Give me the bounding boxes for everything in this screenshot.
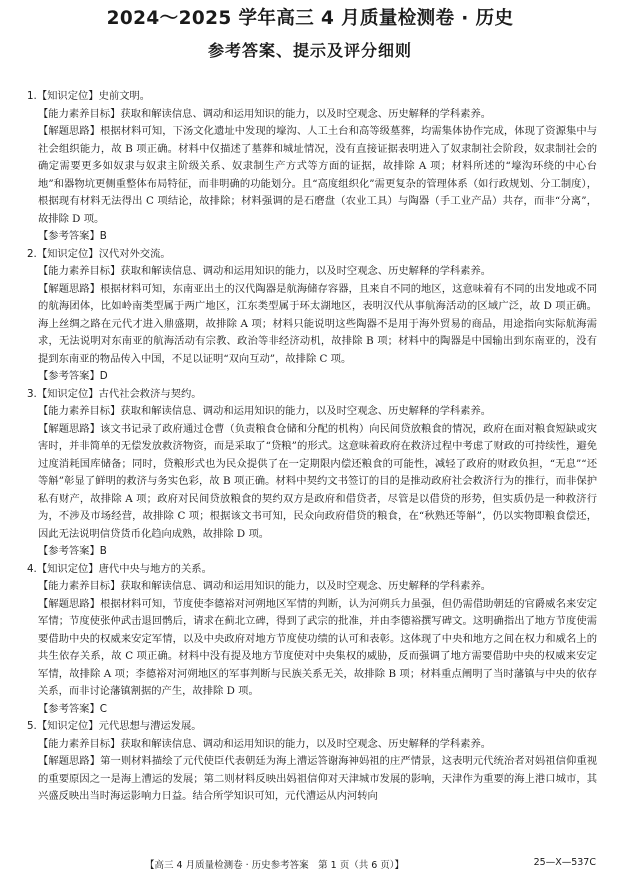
analysis-paragraph: 【解题思路】该文书记录了政府通过仓曹（负责粮食仓储和分配的机构）向民间贷放粮食的情况，政府在面对粮食短缺或灾害时，并非简单的无偿发放救济物资，而是采取了“贷粮”的形式。这意味着政府在救济过程中考虑了财政的可持续性，避免过度消耗国库储备；同时，贷粮形式也为民众提供了在一定期限内偿还粮食的可能性，减轻了政府的财政负担，“无息”“还等斛”彰显了鲜明的救济与务实色彩，故 B 项正确。材料中契约文书签订的目的是推动政府社会救济行为的推行，而非保护私有财产，故排除 A 项；政府对民间贷放粮食的契约双方是政府和借贷者，尽管是以借贷的形势，但实质仍是一种救济行为，不涉及市场经营，故排除 C 项；根据该文书可知，民众向政府借贷的粮食，在“秋熟还等斛”，仍以实物即粮食偿还，因此无法说明信贷货币化趋向成熟，故排除 D 项。 — [38, 422, 597, 540]
answer-line — [27, 701, 597, 719]
answer-label: 【参考答案】 — [38, 702, 100, 715]
answer-line — [27, 543, 597, 561]
answer-value: C — [99, 702, 107, 715]
question-block — [27, 718, 597, 806]
page-subtitle: 参考答案、提示及评分细则 — [207, 41, 412, 60]
page-title: 2024～2025 学年高三 4 月质量检测卷 · 历史 — [106, 8, 514, 29]
question-number: 4. — [27, 562, 37, 575]
knowledge-text: 【知识定位】汉代对外交流。 — [36, 247, 171, 260]
question-block — [27, 88, 597, 246]
answer-line — [27, 368, 597, 386]
question-block — [27, 561, 597, 719]
answer-line — [27, 228, 597, 246]
analysis-paragraph: 【解题思路】第一则材料描绘了元代使臣代表朝廷为海上漕运答谢海神妈祖的庄严情景，这表明元代统治者对妈祖信仰重视的重要原因之一是海上漕运的发展；第二则材料反映出妈祖信仰对天津城市发展的影响，天津作为重要的海上港口城市，其兴盛反映出当时海运影响力日益。结合所学知识可知，元代漕运从内河转向 — [38, 755, 597, 802]
question-number: 1. — [27, 90, 37, 102]
question-number: 3. — [27, 387, 37, 400]
knowledge-text: 【知识定位】史前文明。 — [36, 90, 151, 102]
question-number: 5. — [27, 720, 37, 732]
answer-value: B — [99, 230, 107, 242]
knowledge-line — [27, 246, 597, 264]
knowledge-text: 【知识定位】唐代中央与地方的关系。 — [36, 562, 212, 575]
analysis-paragraph: 【解题思路】根据材料可知，东南亚出土的汉代陶器是航海储存容器，且来自不同的地区，这意味着有不同的出发地或不同的航海团体，比如岭南类型属于两广地区，江东类型属于环太湖地区，表明汉代从事航海活动的区域广泛，故 D 项正确。海上丝绸之路在元代才进入鼎盛期，故排除 A 项；材料只能说明这些陶器不是用于海外贸易的商品，用途指向实际航海需求，无法说明对东南亚的航海活动有宗教、政治等非经济动机，故排除 B 项；材料中的陶器是中国输出到东南亚的，没有提到东南亚的物品传入中国，不足以证明“双向互动”，故排除 C 项。 — [38, 282, 597, 365]
page-footer — [0, 857, 620, 875]
analysis-paragraph: 【解题思路】根据材料可知，下汤文化遗址中发现的壕沟、人工土台和高等级墓葬，均需集体协作完成，体现了资源集中与社会组织能力，故 B 项正确。材料中仅描述了墓葬和城址情况，没有直接证据表明进入了奴隶制社会阶段，奴隶制社会的确定需要更多如奴隶与奴隶主阶级关系、奴隶制生产方式等方面的证据，故排除 A 项；材料所述的“壕沟环绕的中心台地”和器物坑更侧重整体布局特征，而非明确的功能划分。且“高度组织化”需更复杂的管理体系（如行政规划、分工制度），根据现有材料无法得出 C 项结论，故排除；材料强调的是石磨盘（农业工具）与陶器（手工业产品）共存，而非“分离”，故排除 D 项。 — [38, 125, 597, 225]
ability-paragraph: 【能力素养目标】获取和解读信息、调动和运用知识的能力，以及时空观念、历史解释的学科素养。 — [38, 405, 492, 417]
knowledge-line — [27, 718, 597, 736]
knowledge-line — [27, 88, 597, 106]
question-number: 2. — [27, 247, 37, 260]
knowledge-text: 【知识定位】元代思想与漕运发展。 — [36, 720, 202, 732]
question-block — [27, 386, 597, 561]
knowledge-text: 【知识定位】古代社会救济与契约。 — [36, 387, 202, 400]
question-block — [27, 246, 597, 386]
answer-content — [27, 88, 597, 806]
ability-paragraph: 【能力素养目标】获取和解读信息、调动和运用知识的能力，以及时空观念、历史解释的学科素养。 — [38, 265, 492, 277]
answer-value: B — [99, 545, 107, 557]
answer-label: 【参考答案】 — [38, 370, 100, 382]
ability-paragraph: 【能力素养目标】获取和解读信息、调动和运用知识的能力，以及时空观念、历史解释的学科素养。 — [38, 580, 492, 592]
ability-paragraph: 【能力素养目标】获取和解读信息、调动和运用知识的能力，以及时空观念、历史解释的学科素养。 — [38, 737, 492, 750]
knowledge-line — [27, 561, 597, 579]
knowledge-line — [27, 386, 597, 404]
answer-label: 【参考答案】 — [38, 545, 100, 557]
answer-value: D — [99, 370, 108, 382]
footer-page-info: 【高三 4 月质量检测卷 · 历史参考答案 第 1 页（共 6 页）】 — [145, 860, 405, 871]
answer-label: 【参考答案】 — [38, 230, 100, 242]
footer-code: 25—X—537C — [533, 857, 596, 868]
ability-paragraph: 【能力素养目标】获取和解读信息、调动和运用知识的能力，以及时空观念、历史解释的学科素养。 — [38, 107, 492, 120]
analysis-paragraph: 【解题思路】根据材料可知，节度使李德裕对河朔地区军情的判断，认为河朔兵力虽强，但仍需借助朝廷的官爵威名来安定军情；节度使张仲武击退回鹘后，请求在蓟北立碑，得到了武宗的批准，并由李德裕撰写碑文。这明确指出了地方节度使需要借助中央的权威来安定军情，以及中央政府对地方节度使功绩的认可和表彰。这体现了中央和地方之间在权力和威名上的共生依存关系，故 C 项正确。材料中没有提及地方节度使对中央集权的威胁，反而强调了地方需要借助中央的权威来安定军情，故排除 A 项；李德裕对河朔地区的军事判断与民族关系无关，故排除 B 项；材料重点阐明了当时藩镇与中央的依存关系，而非讨论藩镇割据的产生，故排除 D 项。 — [38, 597, 597, 697]
